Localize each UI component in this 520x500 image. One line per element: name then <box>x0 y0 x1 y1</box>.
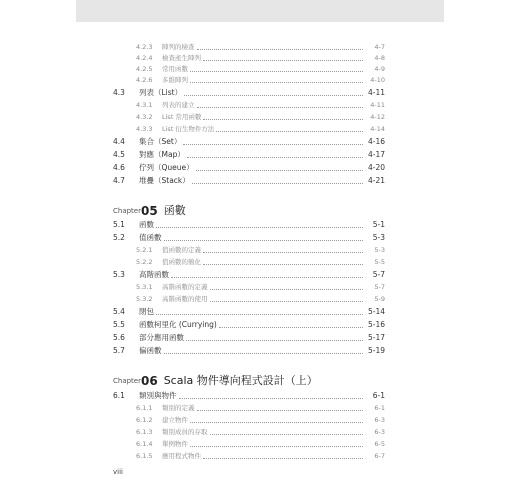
page-number: viii <box>113 468 123 476</box>
toc-entry-page: 5-3 <box>372 233 385 242</box>
toc-entry[interactable]: 5.4 閉包 5-14 <box>113 307 385 316</box>
toc-entry-title: 值函數 <box>139 233 162 242</box>
chapter-heading-6 <box>113 368 318 388</box>
toc-entry-page: 4-10 <box>370 76 385 84</box>
toc-entry-page: 5-3 <box>374 246 385 254</box>
toc-entry-title: 高階函數 <box>139 270 169 279</box>
toc-entry-title: List 常用函數 <box>162 113 202 121</box>
toc-entry-title: 應用程式物件 <box>162 452 201 460</box>
toc-entry-title: 常用函數 <box>162 65 188 73</box>
toc-entry-page: 5-19 <box>367 346 385 355</box>
toc-entry-page: 5-17 <box>367 333 385 342</box>
toc-entry-page: 5-7 <box>374 283 385 291</box>
toc-entry-title: 建立物件 <box>162 416 188 424</box>
toc-entry[interactable]: 4.3.3 List 衍生物件方法 4-14 <box>136 125 385 133</box>
toc-entry-title: 佇列（Queue） <box>139 163 194 172</box>
toc-entry-title: 檢查產生陣列 <box>162 54 201 62</box>
toc-entry[interactable]: 5.3 高階函數 5-7 <box>113 270 385 279</box>
chapter-heading-5 <box>113 198 186 218</box>
toc-entry-page: 5-5 <box>374 258 385 266</box>
toc-entry-page: 4-8 <box>374 54 385 62</box>
toc-entry[interactable]: 4.2.3 陣列的檢查 4-7 <box>136 43 385 51</box>
dot-leader <box>196 170 363 171</box>
dot-leader <box>156 314 363 315</box>
dot-leader <box>164 240 364 241</box>
toc-entry[interactable]: 4.2.5 常用函數 4-9 <box>136 65 385 73</box>
dot-leader <box>203 119 363 120</box>
toc-entry-title: 部分應用函數 <box>139 333 184 342</box>
dot-leader <box>210 301 364 302</box>
dot-leader <box>203 458 363 459</box>
toc-entry-title: 多維陣列 <box>162 76 188 84</box>
toc-entry[interactable]: 6.1.2 建立物件 6-3 <box>136 416 385 424</box>
toc-entry[interactable]: 5.7 偏函數 5-19 <box>113 346 385 355</box>
toc-entry-title: 函數 <box>139 220 154 229</box>
toc-entry-page: 5-16 <box>367 320 385 329</box>
chapter-title: 函數 <box>163 204 186 217</box>
toc-entry-page: 4-21 <box>367 176 385 185</box>
dot-leader <box>171 277 363 278</box>
dot-leader <box>219 327 363 328</box>
toc-entry[interactable]: 4.2.4 檢查產生陣列 4-8 <box>136 54 385 62</box>
toc-entry-title: 類別成員的存取 <box>162 428 208 436</box>
toc-entry-title: 高階函數的使用 <box>162 295 208 303</box>
dot-leader <box>164 353 364 354</box>
toc-entry-title: 值函數的定義 <box>162 246 201 254</box>
toc-entry[interactable]: 6.1.5 應用程式物件 6-7 <box>136 452 385 460</box>
toc-entry-title: 偏函數 <box>139 346 162 355</box>
toc-entry[interactable]: 6.1.1 類別的定義 6-1 <box>136 404 385 412</box>
toc-entry-page: 4-7 <box>374 43 385 51</box>
dot-leader <box>184 95 363 96</box>
toc-entry-title: 閉包 <box>139 307 154 316</box>
toc-entry-page: 4-12 <box>370 113 385 121</box>
chapter-number: 05 <box>141 204 158 218</box>
toc-entry[interactable]: 4.2.6 多維陣列 4-10 <box>136 76 385 84</box>
toc-entry-title: 函數柯里化 (Currying) <box>139 320 217 329</box>
toc-entry-page: 4-9 <box>374 65 385 73</box>
toc-entry-page: 5-9 <box>374 295 385 303</box>
toc-entry-title: 類別的定義 <box>162 404 195 412</box>
toc-entry-title: 堆疊（Stack） <box>139 176 190 185</box>
dot-leader <box>187 157 363 158</box>
toc-entry-page: 4-20 <box>367 163 385 172</box>
toc-entry[interactable]: 5.1 函數 5-1 <box>113 220 385 229</box>
dot-leader <box>203 264 363 265</box>
toc-entry-page: 6-1 <box>374 404 385 412</box>
dot-leader <box>156 227 363 228</box>
toc-entry-page: 5-7 <box>372 270 385 279</box>
dot-leader <box>197 49 364 50</box>
dot-leader <box>192 183 363 184</box>
toc-entry[interactable]: 5.5 函數柯里化 (Currying) 5-16 <box>113 320 385 329</box>
toc-entry-page: 4-14 <box>370 125 385 133</box>
toc-entry[interactable]: 5.2 值函數 5-3 <box>113 233 385 242</box>
chapter-title: Scala 物件導向程式設計（上） <box>163 374 318 387</box>
dot-leader <box>197 410 364 411</box>
toc-entry-page: 6-7 <box>374 452 385 460</box>
toc-entry-page: 4-16 <box>367 137 385 146</box>
dot-leader <box>216 131 363 132</box>
toc-entry-page: 6-1 <box>372 391 385 400</box>
toc-entry-page: 6-3 <box>374 416 385 424</box>
chapter-word: Chapter <box>113 377 141 385</box>
dot-leader <box>210 434 364 435</box>
dot-leader <box>190 446 363 447</box>
toc-entry[interactable]: 5.3.1 高階函數的定義 5-7 <box>136 283 385 291</box>
toc-entry-page: 6-3 <box>374 428 385 436</box>
toc-entry[interactable]: 6.1.3 類別成員的存取 6-3 <box>136 428 385 436</box>
dot-leader <box>186 340 363 341</box>
chapter-word: Chapter <box>113 207 141 215</box>
dot-leader <box>210 289 364 290</box>
toc-entry-title: 列表的建立 <box>162 101 195 109</box>
toc-entry-title: 集合（Set） <box>139 137 182 146</box>
toc-entry-title: 高階函數的定義 <box>162 283 208 291</box>
toc-entry[interactable]: 4.3.2 List 常用函數 4-12 <box>136 113 385 121</box>
toc-entry[interactable]: 4.3 列表（List） 4-11 <box>113 88 385 97</box>
toc-entry[interactable]: 5.3.2 高階函數的使用 5-9 <box>136 295 385 303</box>
toc-entry[interactable]: 6.1 類別與物件 6-1 <box>113 391 385 400</box>
toc-entry[interactable]: 5.2.2 值函數的簡化 5-5 <box>136 258 385 266</box>
toc-entry-page: 5-1 <box>372 220 385 229</box>
toc-entry[interactable]: 4.7 堆疊（Stack） 4-21 <box>113 176 385 185</box>
dot-leader <box>183 144 363 145</box>
dot-leader <box>203 252 363 253</box>
toc-entry[interactable]: 6.1.4 單例物件 6-5 <box>136 440 385 448</box>
toc-entry-title: 對應（Map） <box>139 150 185 159</box>
dot-leader <box>203 60 363 61</box>
toc-entry[interactable]: 4.6 佇列（Queue） 4-20 <box>113 163 385 172</box>
toc-entry-title: 陣列的檢查 <box>162 43 195 51</box>
toc-entry[interactable]: 5.2.1 值函數的定義 5-3 <box>136 246 385 254</box>
toc-entry[interactable]: 4.5 對應（Map） 4-17 <box>113 150 385 159</box>
toc-entry-title: List 衍生物件方法 <box>162 125 215 133</box>
chapter-number: 06 <box>141 374 158 388</box>
dot-leader <box>190 71 363 72</box>
toc-entry-page: 5-14 <box>367 307 385 316</box>
dot-leader <box>190 82 363 83</box>
dot-leader <box>190 422 363 423</box>
toc-entry-page: 4-11 <box>370 101 385 109</box>
toc-entry[interactable]: 4.4 集合（Set） 4-16 <box>113 137 385 146</box>
dot-leader <box>179 398 364 399</box>
toc-entry-page: 4-17 <box>367 150 385 159</box>
toc-entry-page: 6-5 <box>374 440 385 448</box>
toc-entry[interactable]: 4.3.1 列表的建立 4-11 <box>136 101 385 109</box>
toc-entry-page: 4-11 <box>367 88 385 97</box>
dot-leader <box>197 107 364 108</box>
toc-entry-title: 列表（List） <box>139 88 183 97</box>
toc-entry-title: 值函數的簡化 <box>162 258 201 266</box>
toc-entry-title: 類別與物件 <box>139 391 177 400</box>
toc-entry[interactable]: 5.6 部分應用函數 5-17 <box>113 333 385 342</box>
toc-entry-title: 單例物件 <box>162 440 188 448</box>
